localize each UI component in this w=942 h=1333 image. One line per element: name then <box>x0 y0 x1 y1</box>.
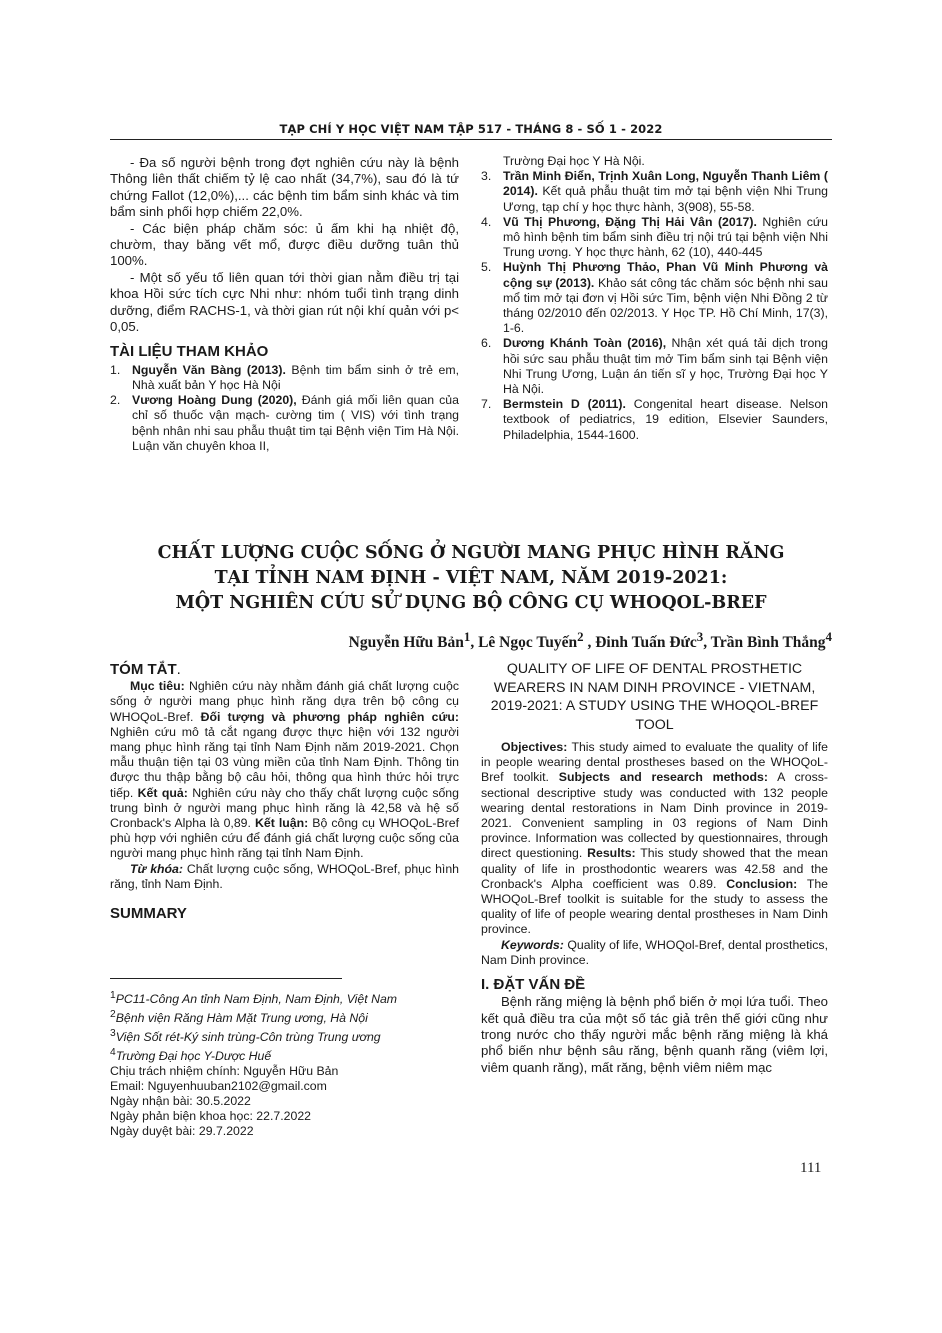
reference-item: 3. Trần Minh Điển, Trịnh Xuân Long, Nguyễn Thanh Liêm ( 2014). Kết quả phẫu thuật tim mở tại bệnh viện Nhi Trung Ương, tạp chí y học thực hành, 3(908), 55-58. <box>481 169 828 214</box>
reference-item: 2. Vương Hoàng Dung (2020), Đánh giá mối liên quan của chỉ số thuốc vận mạch- cường tim ( VIS) với tình trạng bệnh nhân nhi sau phẫu thuật tim tại Bệnh viện Tim Hà Nội. Luận văn chuyên khoa II, <box>110 393 459 453</box>
reference-item: 5. Huỳnh Thị Phương Thảo, Phan Vũ Minh Phương và cộng sự (2013). Khảo sát công tác chăm sóc bệnh nhi sau mổ tim mở tại đơn vị Hồi sức Tim, bệnh viện Nhi Đồng 2 từ tháng 02/2010 đến 02/2013. Y Học TP. Hồ Chí Minh, 17(3), 1-6. <box>481 260 828 336</box>
keywords: Keywords: Quality of life, WHOQol-Bref, dental prosthetics, Nam Dinh province. <box>481 937 828 967</box>
accepted-date: Ngày duyệt bài: 29.7.2022 <box>110 1124 254 1139</box>
title-line: TẠI TỈNH NAM ĐỊNH - VIỆT NAM, NĂM 2019-2021: <box>214 568 728 588</box>
vietnamese-abstract <box>110 662 459 921</box>
title-line: MỘT NGHIÊN CỨU SỬ DỤNG BỘ CÔNG CỤ WHOQOL-BREF <box>175 593 767 613</box>
header-rule <box>110 139 832 140</box>
article-title <box>90 541 852 616</box>
reference-item: 7. Bermstein D (2011). Congenital heart disease. Nelson textbook of pediatrics, 19 edition, Elsevier Saunders, Philadelphia, 1544-1600. <box>481 397 828 442</box>
title-line: CHẤT LƯỢNG CUỘC SỐNG Ở NGƯỜI MANG PHỤC HÌNH RĂNG <box>157 543 785 563</box>
reference-item: 6. Dương Khánh Toàn (2016), Nhận xét quá tải dịch trong hồi sức sau phẫu thuật tim mở Tim bẩm sinh tại Bệnh viện Nhi Trung Ương, Luận án tiến sĩ y học, Trường Đại học Y Hà Nội. <box>481 336 828 397</box>
references-heading: TÀI LIỆU THAM KHẢO <box>110 343 269 361</box>
abstract-heading: TÓM TẮT. <box>110 661 181 678</box>
intro-heading: I. ĐẶT VẤN ĐỀ <box>481 976 586 994</box>
received-date: Ngày nhận bài: 30.5.2022 <box>110 1094 251 1109</box>
right-top-column <box>481 154 828 443</box>
conclusion-bullet: - Một số yếu tố liên quan tới thời gian nằm điều trị tại khoa Hồi sức tích cực Nhi như: nhóm tuổi tình trạng dinh dưỡng, điểm RACHS-1, và thời gian rút nội khí quản với p< 0,05. <box>110 269 459 335</box>
footnote-rule <box>110 978 342 979</box>
reference-continuation: Trường Đại học Y Hà Nội. <box>503 154 645 168</box>
summary-heading: SUMMARY <box>110 905 187 923</box>
reference-item: 4. Vũ Thị Phương, Đặng Thị Hải Vân (2017). Nghiên cứu mô hình bệnh tim bẩm sinh điều trị nội trú tại bệnh viện Nhi Trung ương. Y học thực hành, 62 (10), 440-445 <box>481 214 828 260</box>
journal-header: TẠP CHÍ Y HỌC VIỆT NAM TẬP 517 - THÁNG 8 - SỐ 1 - 2022 <box>279 122 663 136</box>
conclusion-bullet: - Đa số người bệnh trong đợt nghiên cứu này là bệnh Thông liên thất chiếm tỷ lệ cao nhất (34,7%), sau đó là tứ chứng Fallot (12,0%),... các bệnh tim bẩm sinh khác và tim bẩm sinh phối hợp chiếm 22,0%. <box>110 155 459 220</box>
abstract-body: Mục tiêu: Nghiên cứu này nhằm đánh giá chất lượng cuộc sống ở người mang phục hình răng dựa trên bộ công cụ WHOQoL-Bref. Đối tượng và phương pháp nghiên cứu: Nghiên cứu mô tả cắt ngang được thực hiện với 132 người mang phục hình răng tại tỉnh Nam Định năm 2019-2021. Chọn mẫu thuận tiện tại 03 vùng miền của tỉnh Nam Định. Thông tin được thu thập bằng bộ câu hỏi, thông qua hình thức hỏi trực tiếp. Kết quả: Nghiên cứu này cho thấy chất lượng cuộc sống trung bình ở người mang phục hình răng là 42,58 và hệ số Cronback's Alpha là 0,89. Kết luận: Bộ công cụ WHOQoL-Bref phù hợp với nghiên cứu để đánh giá chất lượng cuộc sống của người mang phục hình răng tại tỉnh Nam Định. <box>110 679 460 861</box>
keywords: Từ khóa: Chất lượng cuộc sống, WHOQoL-Bref, phục hình răng, tỉnh Nam Định. <box>110 861 459 891</box>
affiliation: $^2$Bệnh viện Răng Hàm Mặt Trung ương, Hà Nội <box>110 1009 368 1026</box>
english-title: QUALITY OF LIFE OF DENTAL PROSTHETIC WEARERS IN NAM DINH PROVINCE - VIETNAM, 2019-2021: A STUDY USING THE WHOQOL-BREF TOOL <box>490 661 819 733</box>
footnotes <box>110 988 455 1139</box>
affiliation: $^3$Viện Sốt rét-Ký sinh trùng-Côn trùng Trung ương <box>110 1028 381 1045</box>
conclusion-bullet: - Các biện pháp chăm sóc: ủ ấm khi hạ nhiệt độ, chườm, thay băng vết mổ, được điều dưỡng tuân thủ 100%. <box>110 220 459 269</box>
author-name: Đinh Tuấn Đức <box>595 634 697 652</box>
page-number: 111 <box>800 1160 822 1176</box>
abstract-body: Objectives: This study aimed to evaluate the quality of life in people wearing dental prostheses based on the WHOQoL-Bref toolkit. Subjects and research methods: A cross-sectional descriptive study was conducted with 132 people wearing dental restorations in Nam Dinh province in 2019-2021. Convenient sampling in 03 regions of Nam Dinh province. Information was collected by questionnaires, through direct questioning. Results: This study showed that the mean quality of life in prosthodontic wearers was 42.58 and the Cronback's Alpha coefficient was 0.89. Conclusion: The WHOQoL-Bref toolkit is suitable for the study to assess the quality of life of people wearing dental prostheses in Nam Dinh province. <box>481 740 829 937</box>
intro-body: Bệnh răng miệng là bệnh phổ biến ở mọi lứa tuổi. Theo kết quả điều tra của một số tác giả trên thế giới cũng như trong nước cho thấy người mắc bệnh răng miệng là khá phổ biến như bệnh sâu răng, bệnh quanh răng (viêm lợi, viêm quanh răng), mất răng, bệnh viêm niêm mạc <box>481 994 828 1075</box>
affiliation: $^4$Trường Đại học Y-Dược Huế <box>110 1047 272 1064</box>
email: Email: Nguyenhuuban2102@gmail.com <box>110 1079 327 1094</box>
author-name: Trần Bình Thắng <box>710 634 826 652</box>
review-date: Ngày phản biện khoa học: 22.7.2022 <box>110 1109 312 1124</box>
left-top-column <box>110 155 459 454</box>
author-name: Nguyễn Hữu Bản <box>348 634 464 652</box>
author-list: Nguyễn Hữu Bản$^1$, Lê Ngọc Tuyến$^2$ , Đinh Tuấn Đức$^3$, Trần Bình Thắng$^4$ <box>348 629 832 652</box>
english-abstract <box>481 660 828 1076</box>
author-name: Lê Ngọc Tuyến <box>478 634 578 652</box>
reference-item: 1. Nguyễn Văn Bàng (2013). Bệnh tim bẩm sinh ở trẻ em, Nhà xuất bản Y học Hà Nội <box>110 362 459 393</box>
corresponding-author: Chịu trách nhiệm chính: Nguyễn Hữu Bản <box>110 1064 339 1079</box>
affiliation: $^1$PC11-Công An tỉnh Nam Định, Nam Định, Việt Nam <box>110 990 398 1007</box>
